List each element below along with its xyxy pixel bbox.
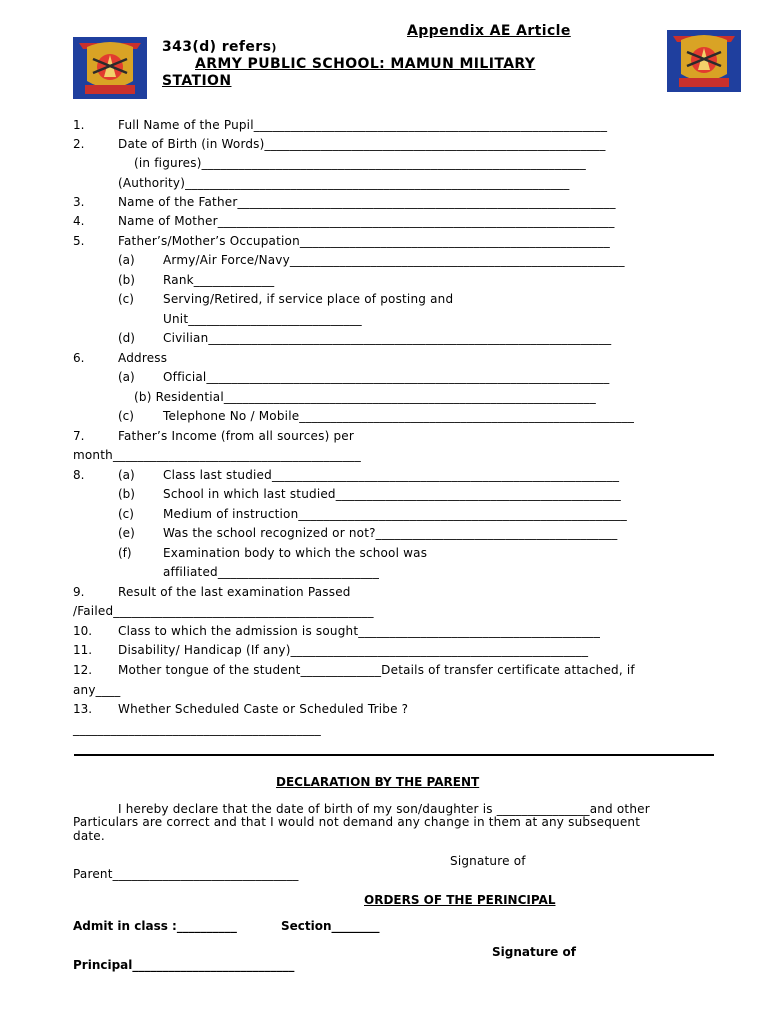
header-article-ref-paren: ) — [271, 41, 277, 54]
section-divider — [74, 754, 714, 756]
item-8b-label: (b) — [118, 487, 135, 501]
header-station: STATION — [162, 73, 232, 89]
unit-field[interactable]: Unit____________________________ — [163, 312, 362, 326]
declaration-text-line2: Particulars are correct and that I would not demand any change in them at any subsequent — [73, 815, 641, 829]
header-article-ref-text: 343(d) refers — [162, 39, 272, 55]
result-label: Result of the last examination Passed — [118, 585, 351, 599]
item-8f-label: (f) — [118, 546, 132, 560]
item-8a-label: (a) — [118, 468, 135, 482]
last-school-field[interactable]: School in which last studied______________________________________________ — [163, 487, 621, 501]
full-name-field[interactable]: Full Name of the Pupil_________________________________________________________ — [118, 118, 608, 132]
orders-title: ORDERS OF THE PERINCIPAL — [364, 893, 556, 907]
item-12-number: 12. — [73, 663, 93, 677]
result-field[interactable]: /Failed__________________________________________ — [73, 604, 374, 618]
item-13-number: 13. — [73, 702, 93, 716]
item-6a-label: (a) — [118, 370, 135, 384]
disability-field[interactable]: Disability/ Handicap (If any)________________________________________________ — [118, 643, 589, 657]
declaration-text-line3: date. — [73, 829, 105, 843]
school-recognized-field[interactable]: Was the school recognized or not?_______________________________________ — [163, 526, 618, 540]
item-4-number: 4. — [73, 214, 85, 228]
item-8c-label: (c) — [118, 507, 134, 521]
principal-signature-field[interactable]: Principal___________________________ — [73, 958, 295, 972]
mother-tongue-field[interactable]: Mother tongue of the student_____________Details of transfer certificate attached, if — [118, 663, 635, 677]
rank-field[interactable]: Rank_____________ — [163, 273, 275, 287]
header-school-name: ARMY PUBLIC SCHOOL: MAMUN MILITARY — [195, 56, 536, 72]
residential-address-field[interactable]: (b) Residential____________________________________________________________ — [134, 390, 596, 404]
header-appendix: Appendix AE Article — [407, 23, 571, 39]
item-5a-label: (a) — [118, 253, 135, 267]
item-2-number: 2. — [73, 137, 85, 151]
admit-class-field[interactable]: Admit in class :__________ — [73, 919, 237, 933]
item-3-number: 3. — [73, 195, 85, 209]
address-label: Address — [118, 351, 168, 365]
item-8e-label: (e) — [118, 526, 135, 540]
serving-retired-label: Serving/Retired, if service place of posting and — [163, 292, 454, 306]
item-10-number: 10. — [73, 624, 93, 638]
civilian-field[interactable]: Civilian_________________________________________________________________ — [163, 331, 612, 345]
item-9-number: 9. — [73, 585, 85, 599]
caste-tribe-label: Whether Scheduled Caste or Scheduled Tribe ? — [118, 702, 409, 716]
item-5c-label: (c) — [118, 292, 134, 306]
admission-class-field[interactable]: Class to which the admission is sought_______________________________________ — [118, 624, 601, 638]
class-last-studied-field[interactable]: Class last studied________________________________________________________ — [163, 468, 620, 482]
father-name-field[interactable]: Name of the Father_____________________________________________________________ — [118, 195, 616, 209]
occupation-field[interactable]: Father’s/Mother’s Occupation__________________________________________________ — [118, 234, 610, 248]
telephone-field[interactable]: Telephone No / Mobile______________________________________________________ — [163, 409, 635, 423]
medium-field[interactable]: Medium of instruction_____________________________________________________ — [163, 507, 627, 521]
declaration-title: DECLARATION BY THE PARENT — [276, 775, 480, 789]
item-6-number: 6. — [73, 351, 85, 365]
mother-name-field[interactable]: Name of Mother________________________________________________________________ — [118, 214, 615, 228]
header-article-ref — [162, 40, 277, 55]
item-5b-label: (b) — [118, 273, 135, 287]
official-address-field[interactable]: Official_________________________________________________________________ — [163, 370, 610, 384]
item-6c-label: (c) — [118, 409, 134, 423]
item-8-number: 8. — [73, 468, 85, 482]
exam-body-field[interactable]: affiliated__________________________ — [163, 565, 380, 579]
section-field[interactable]: Section________ — [281, 919, 380, 933]
dob-figures-field[interactable]: (in figures)______________________________________________________________ — [134, 156, 587, 170]
item-5d-label: (d) — [118, 331, 135, 345]
principal-signature-label: Signature of — [492, 945, 576, 959]
caste-tribe-field[interactable]: ________________________________________ — [73, 722, 321, 736]
dob-words-field[interactable]: Date of Birth (in Words)_______________________________________________________ — [118, 137, 606, 151]
parent-signature-field[interactable]: Parent______________________________ — [73, 867, 299, 881]
school-crest-left-icon — [73, 37, 147, 99]
dob-authority-field[interactable]: (Authority)______________________________________________________________ — [118, 176, 570, 190]
item-7-number: 7. — [73, 429, 85, 443]
item-1-number: 1. — [73, 118, 85, 132]
service-branch-field[interactable]: Army/Air Force/Navy______________________________________________________ — [163, 253, 625, 267]
school-crest-right-icon — [667, 30, 741, 92]
income-label: Father’s Income (from all sources) per — [118, 429, 355, 443]
exam-body-label: Examination body to which the school was — [163, 546, 428, 560]
item-5-number: 5. — [73, 234, 85, 248]
declaration-text-line1: I hereby declare that the date of birth of my son/daughter is _______________and other — [118, 802, 650, 816]
transfer-certificate-field[interactable]: any____ — [73, 683, 121, 697]
income-field[interactable]: month________________________________________ — [73, 448, 361, 462]
parent-signature-label: Signature of — [450, 854, 526, 868]
item-11-number: 11. — [73, 643, 93, 657]
